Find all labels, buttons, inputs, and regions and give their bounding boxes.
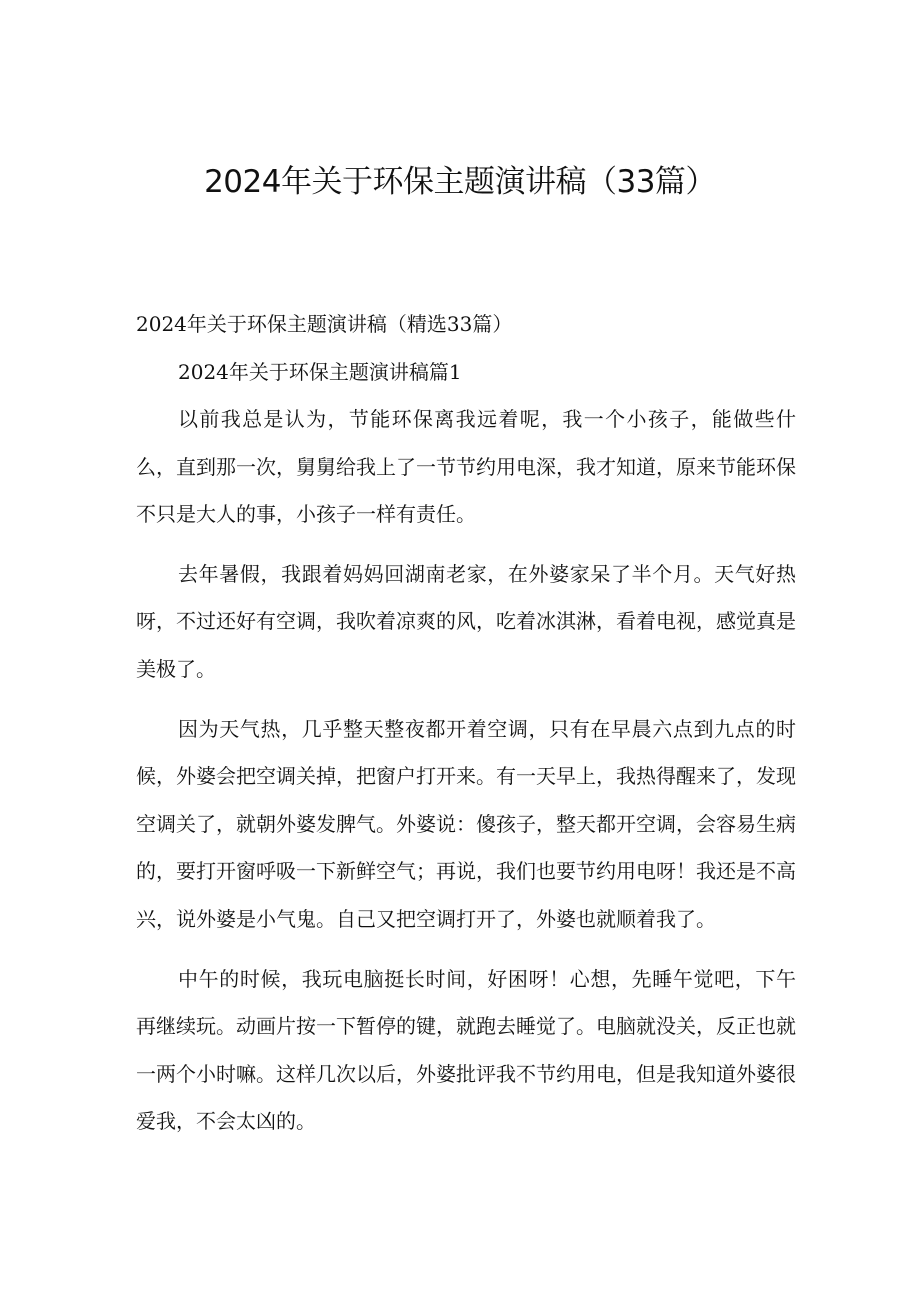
- paragraph-1: 以前我总是认为，节能环保离我远着呢，我一个小孩子，能做些什么，直到那一次，舅舅给我上了一节节约用电深，我才知道，原来节能环保不只是大人的事，小孩子一样有责任。: [136, 407, 796, 527]
- paragraph-gap: [136, 694, 796, 706]
- document-title: 2024年关于环保主题演讲稿（33篇）: [204, 164, 716, 200]
- paragraph-gap: [136, 539, 796, 551]
- document-subtitle: 2024年关于环保主题演讲稿（精选33篇）: [136, 312, 513, 336]
- paragraph-gap: [136, 944, 796, 956]
- paragraph-4: 中午的时候，我玩电脑挺长时间，好困呀！心想，先睡午觉吧，下午再继续玩。动画片按一下暂停的键，就跑去睡觉了。电脑就没关，反正也就一两个小时嘛。这样几次以后，外婆批评我不节约用电，但是我知道外婆很爱我，不会太凶的。: [136, 966, 796, 1134]
- document-body: [136, 300, 796, 1146]
- paragraph-2: 去年暑假，我跟着妈妈回湖南老家，在外婆家呆了半个月。天气好热呀，不过还好有空调，我吹着凉爽的风，吃着冰淇淋，看着电视，感觉真是美极了。: [136, 561, 796, 681]
- section-heading: 2024年关于环保主题演讲稿篇1: [178, 360, 462, 384]
- paragraph-3: 因为天气热，几乎整天整夜都开着空调，只有在早晨六点到九点的时候，外婆会把空调关掉，把窗户打开来。有一天早上，我热得醒来了，发现空调关了，就朝外婆发脾气。外婆说：傻孩子，整天都开空调，会容易生病的，要打开窗呼吸一下新鲜空气；再说，我们也要节约用电呀！我还是不高兴，说外婆是小气鬼。自己又把空调打开了，外婆也就顺着我了。: [136, 716, 796, 931]
